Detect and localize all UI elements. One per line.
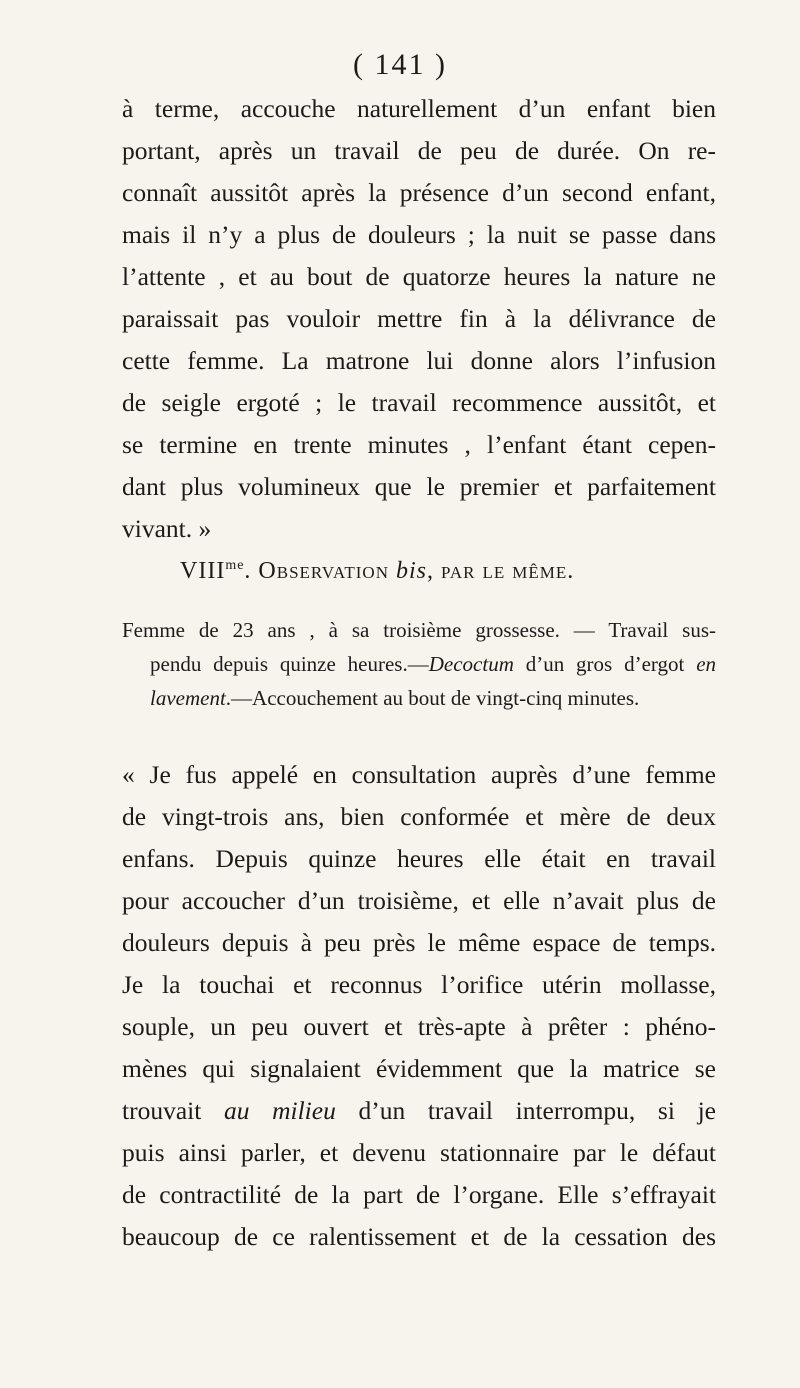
heading-rest: , par le même. bbox=[427, 558, 575, 584]
text-line: Je la touchai et reconnus l’orifice utérin mollasse, bbox=[122, 970, 716, 999]
summary-text: d’un gros d’ergot bbox=[513, 652, 697, 676]
text-run: d’un travail interrompu, si je bbox=[335, 1096, 716, 1125]
summary-text: pendu depuis quinze heures.— bbox=[150, 652, 429, 676]
text-line: dant plus volumineux que le premier et parfaitement bbox=[122, 472, 716, 501]
summary-italic: Decoctum bbox=[428, 652, 514, 676]
text-line: de seigle ergoté ; le travail recommence aussitôt, et bbox=[122, 388, 716, 417]
text-line: mais il n’y a plus de douleurs ; la nuit se passe dans bbox=[122, 220, 716, 249]
text-line: se termine en trente minutes , l’enfant étant cepen- bbox=[122, 430, 716, 459]
text-line: cette femme. La matrone lui donne alors l’infusion bbox=[122, 346, 716, 375]
text-line: puis ainsi parler, et devenu stationnaire par le défaut bbox=[122, 1138, 716, 1167]
heading-sep: . bbox=[244, 558, 259, 584]
text-run: trouvait bbox=[122, 1096, 224, 1125]
page-number: ( 141 ) bbox=[353, 48, 447, 81]
heading-sup: me bbox=[225, 558, 245, 573]
text-line: « Je fus appelé en consultation auprès d’une femme bbox=[122, 760, 716, 789]
summary-text: .—Accouchement au bout de vingt-cinq minutes. bbox=[225, 686, 640, 710]
summary-italic: en bbox=[696, 652, 717, 676]
text-line: mènes qui signalaient évidemment que la matrice se bbox=[122, 1054, 716, 1083]
heading-title: Observation bbox=[258, 558, 389, 584]
section-heading bbox=[180, 558, 574, 585]
text-italic: au milieu bbox=[223, 1096, 336, 1125]
text-line bbox=[122, 1098, 716, 1124]
text-line: douleurs depuis à peu près le même espace de temps. bbox=[122, 928, 716, 957]
text-line: portant, après un travail de peu de durée. On re- bbox=[122, 136, 716, 165]
text-line: paraissait pas vouloir mettre fin à la délivrance de bbox=[122, 304, 716, 333]
text-line: beaucoup de ce ralentissement et de la cessation des bbox=[122, 1222, 716, 1251]
heading-roman: VIII bbox=[180, 558, 226, 584]
text-line: enfans. Depuis quinze heures elle était en travail bbox=[122, 844, 716, 873]
text-line: vivant. » bbox=[122, 514, 212, 543]
text-line: à terme, accouche naturellement d’un enfant bien bbox=[122, 94, 716, 123]
text-line: l’attente , et au bout de quatorze heures la nature ne bbox=[122, 262, 716, 291]
text-line: pour accoucher d’un troisième, et elle n’avait plus de bbox=[122, 886, 716, 915]
summary-line: Femme de 23 ans , à sa troisième grossesse. — Travail sus- bbox=[122, 618, 716, 642]
summary-line bbox=[150, 654, 716, 675]
text-line: connaît aussitôt après la présence d’un second enfant, bbox=[122, 178, 716, 207]
text-line: de vingt-trois ans, bien conformée et mère de deux bbox=[122, 802, 716, 831]
heading-bis: bis bbox=[396, 558, 428, 584]
text-line: souple, un peu ouvert et très-apte à prêter : phéno- bbox=[122, 1012, 716, 1041]
text-line: de contractilité de la part de l’organe. Elle s’effrayait bbox=[122, 1180, 716, 1209]
summary-line bbox=[150, 688, 716, 709]
summary-italic: lavement bbox=[150, 686, 226, 710]
